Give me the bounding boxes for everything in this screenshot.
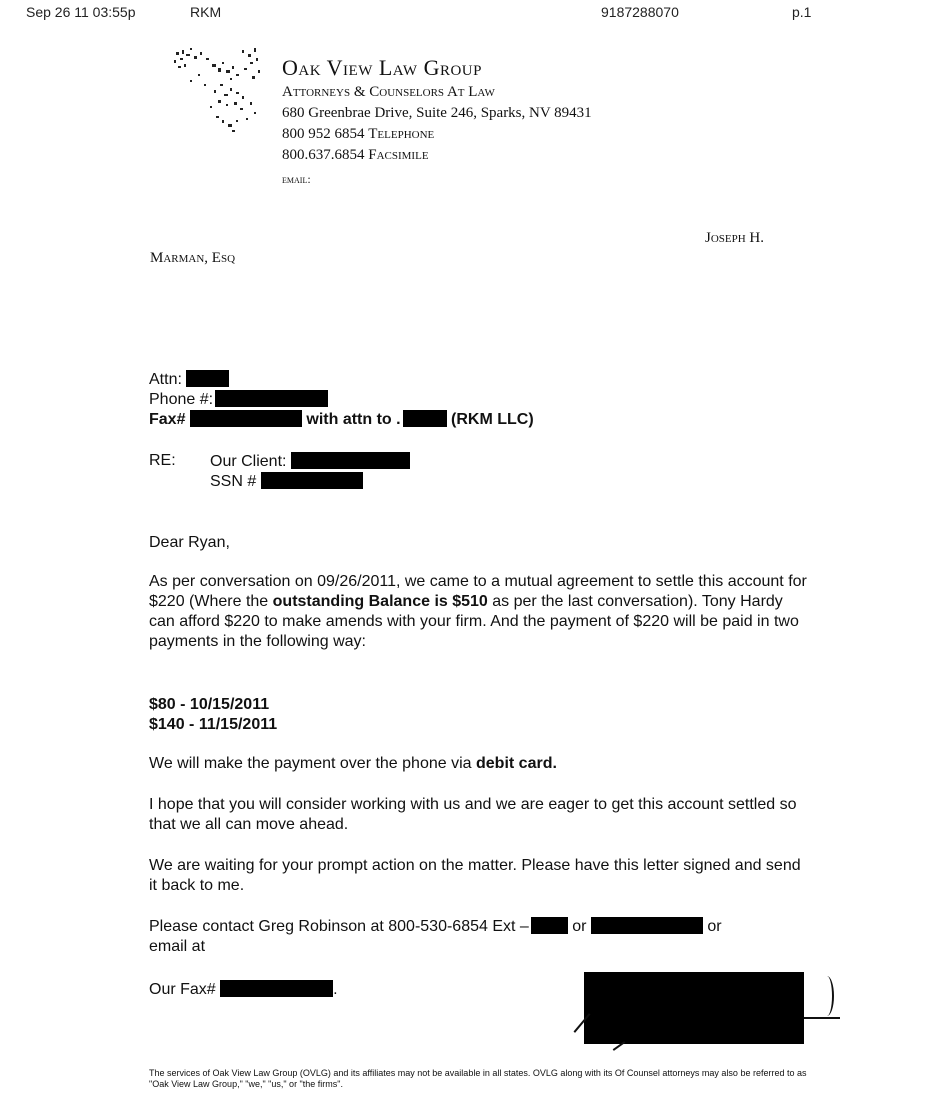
paragraph-contact [149,917,809,957]
firm-phone [282,124,592,145]
fax-datetime: Sep 26 11 03:55p [26,4,136,20]
attn-line [149,370,229,390]
signature-stroke [820,976,834,1016]
attorney-last-name: Marman, Esq [150,250,236,266]
re-label: RE: [149,452,176,469]
redaction-bar [531,917,568,934]
paragraph-agreement [149,572,809,652]
paragraph-waiting: We are waiting for your prompt action on the matter. Please have this letter signed and send it back to me. [149,857,801,894]
our-fax-line [149,980,338,1000]
redaction-bar [220,980,333,997]
client-label: Our Client: [210,453,287,470]
p5-text-b: email at [149,938,206,955]
footer-disclaimer: The services of Oak View Law Group (OVLG) and its affiliates may not be available in all states. OVLG along with its Of Counsel attorneys may also be referred to as "Oak View Law Group," "we," "us," or "the firms". [149,1068,807,1089]
firm-fax-number: 800.637.6854 [282,147,365,163]
signature-stroke [804,1017,840,1019]
p1-text-b: as per the last conversation). Tony Hardy can afford $220 to make amends with your firm. And the payment of $220 will be paid in two payments in the following way: [149,593,799,650]
phone-label: Phone #: [149,391,214,408]
attorney-first-name: Joseph H. [705,230,765,246]
p2-debit-card: debit card. [476,755,557,772]
firm-email-label: email: [282,172,311,186]
phone-line [149,390,328,410]
fax-page: p.1 [792,4,812,20]
p1-text-a: As per conversation on 09/26/2011, we came to a mutual agreement to settle this account for $220 (Where the [149,573,807,610]
firm-address: 680 Greenbrae Drive, Suite 246, Sparks, NV 89431 [282,105,592,121]
firm-logo-tree-icon [170,44,270,140]
redacted-signature-block [584,972,804,1044]
redaction-bar [186,370,229,387]
our-fax-end: . [333,981,338,998]
firm-fax-label: Facsimile [368,147,429,163]
firm-fax [282,145,592,166]
ssn-line [210,472,410,492]
payment-2: $140 - 11/15/2011 [149,716,278,733]
p1-outstanding-balance: outstanding Balance is $510 [272,593,488,610]
re-details [210,452,410,492]
paragraph-hope: I hope that you will consider working with us and we are eager to get this account settled so that we all can move ahead. [149,796,797,833]
our-fax-label: Our Fax# [149,981,216,998]
firm-phone-label: Telephone [368,126,435,142]
client-line [210,452,410,472]
firm-tagline: Attorneys & Counselors At Law [282,84,495,100]
attn-label: Attn: [149,371,182,388]
redaction-bar [190,410,302,427]
p5-text-a: Please contact Greg Robinson at 800-530-6854 Ext – [149,918,529,935]
recipient-company: (RKM LLC) [451,411,534,428]
fax-label: Fax# [149,411,186,428]
fax-number: 9187288070 [601,4,679,20]
p5-or-1: or [572,918,587,935]
fax-attn-line [149,410,534,430]
redaction-bar [403,410,447,427]
fax-attn-text: with attn to . [306,411,401,428]
redaction-bar [591,917,703,934]
ssn-label: SSN # [210,473,257,490]
p2-text: We will make the payment over the phone via [149,755,472,772]
salutation: Dear Ryan, [149,534,230,551]
redaction-bar [291,452,410,469]
firm-name: Oak View Law Group [282,55,482,80]
paragraph-payment-method [149,754,809,774]
p5-or-2: or [707,918,722,935]
fax-sender: RKM [190,4,222,20]
redaction-bar [215,390,328,407]
redaction-bar [261,472,363,489]
letterhead [282,54,592,190]
payment-1: $80 - 10/15/2011 [149,696,270,713]
firm-phone-number: 800 952 6854 [282,126,365,142]
